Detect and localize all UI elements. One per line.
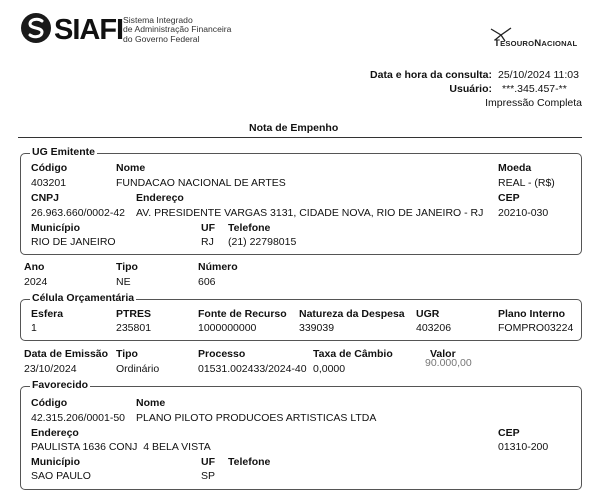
celula-esfera-value: 1 bbox=[31, 322, 37, 334]
ug-cnpj-value: 26.963.660/0002-42 bbox=[31, 207, 126, 219]
fav-codigo-value: 42.315.206/0001-50 bbox=[31, 412, 126, 424]
favorecido-legend: Favorecido bbox=[32, 379, 89, 391]
ug-cep-value: 20210-030 bbox=[498, 207, 549, 219]
empenho-numero-label: Número bbox=[198, 261, 238, 273]
ug-municipio-label: Município bbox=[31, 222, 80, 234]
siafi-logo-subtitle: Sistema Integrado de Administração Financeira do Governo Federal bbox=[123, 15, 232, 44]
celula-orcamentaria-legend: Célula Orçamentária bbox=[32, 292, 135, 304]
emissao-data-value: 23/10/2024 bbox=[24, 363, 77, 375]
fav-uf-value: SP bbox=[201, 470, 216, 482]
celula-ptres-value: 235801 bbox=[116, 322, 152, 334]
consult-datetime-label: Data e hora da consulta: bbox=[370, 69, 492, 81]
ug-telefone-label: Telefone bbox=[228, 222, 271, 234]
user-label: Usuário: bbox=[449, 83, 492, 95]
title-divider bbox=[18, 137, 582, 138]
user-value: ***.345.457-** bbox=[502, 83, 567, 95]
ug-telefone-value: (21) 22798015 bbox=[228, 236, 297, 248]
celula-orcamentaria-box bbox=[20, 299, 582, 341]
fav-endereco-label: Endereço bbox=[31, 427, 79, 439]
fav-codigo-label: Código bbox=[31, 397, 68, 409]
fav-endereco-value: PAULISTA 1636 CONJ 4 BELA VISTA bbox=[31, 441, 211, 453]
empenho-ano-value: 2024 bbox=[24, 276, 48, 288]
siafi-logo-icon bbox=[20, 12, 52, 44]
empenho-ano-label: Ano bbox=[24, 261, 45, 273]
celula-esfera-label: Esfera bbox=[31, 308, 64, 320]
fav-municipio-value: SAO PAULO bbox=[31, 470, 91, 482]
celula-ptres-label: PTRES bbox=[116, 308, 152, 320]
ug-nome-value: FUNDACAO NACIONAL DE ARTES bbox=[116, 177, 286, 189]
celula-plano-label: Plano Interno bbox=[498, 308, 566, 320]
fav-telefone-label: Telefone bbox=[228, 456, 271, 468]
fav-nome-label: Nome bbox=[136, 397, 166, 409]
celula-natureza-label: Natureza da Despesa bbox=[299, 308, 405, 320]
ug-emitente-legend: UG Emitente bbox=[32, 146, 96, 158]
emissao-taxa-label: Taxa de Câmbio bbox=[313, 348, 393, 360]
emissao-processo-value: 01531.002433/2024-40 bbox=[198, 363, 307, 375]
fav-uf-label: UF bbox=[201, 456, 215, 468]
siafi-logo-word: SIAFI bbox=[54, 14, 124, 46]
ug-municipio-value: RIO DE JANEIRO bbox=[31, 236, 116, 248]
emissao-tipo-value: Ordinário bbox=[116, 363, 160, 375]
empenho-tipo-label: Tipo bbox=[116, 261, 138, 273]
emissao-tipo-label: Tipo bbox=[116, 348, 138, 360]
consult-datetime-value: 25/10/2024 11:03 bbox=[498, 69, 579, 81]
fav-nome-value: PLANO PILOTO PRODUCOES ARTISTICAS LTDA bbox=[136, 412, 377, 424]
ug-uf-label: UF bbox=[201, 222, 215, 234]
emissao-valor-value-clipped: 90.000,00 bbox=[425, 357, 472, 369]
ug-cep-label: CEP bbox=[498, 192, 520, 204]
celula-fonte-label: Fonte de Recurso bbox=[198, 308, 287, 320]
empenho-tipo-value: NE bbox=[116, 276, 131, 288]
ug-endereco-label: Endereço bbox=[136, 192, 184, 204]
celula-natureza-value: 339039 bbox=[299, 322, 335, 334]
emissao-taxa-value: 0,0000 bbox=[313, 363, 346, 375]
emissao-valor-label: Valor bbox=[430, 348, 456, 360]
fav-cep-value: 01310-200 bbox=[498, 441, 549, 453]
emissao-processo-label: Processo bbox=[198, 348, 246, 360]
doc-title: Nota de Empenho bbox=[249, 122, 339, 134]
ug-endereco-value: AV. PRESIDENTE VARGAS 3131, CIDADE NOVA, RIO DE JANEIRO - RJ bbox=[136, 207, 484, 219]
ug-codigo-value: 403201 bbox=[31, 177, 67, 189]
ug-uf-value: RJ bbox=[201, 236, 214, 248]
ug-moeda-value: REAL - (R$) bbox=[498, 177, 555, 189]
fav-municipio-label: Município bbox=[31, 456, 80, 468]
ug-cnpj-label: CNPJ bbox=[31, 192, 60, 204]
ug-moeda-label: Moeda bbox=[498, 162, 532, 174]
fav-cep-label: CEP bbox=[498, 427, 520, 439]
empenho-numero-value: 606 bbox=[198, 276, 216, 288]
celula-plano-value: FOMPRO03224 bbox=[498, 322, 574, 334]
ug-codigo-label: Código bbox=[31, 162, 68, 174]
print-mode: Impressão Completa bbox=[485, 97, 582, 109]
celula-ugr-label: UGR bbox=[416, 308, 440, 320]
ug-nome-label: Nome bbox=[116, 162, 146, 174]
celula-ugr-value: 403206 bbox=[416, 322, 452, 334]
celula-fonte-value: 1000000000 bbox=[198, 322, 257, 334]
tesouro-nacional-logo: TESOURONACIONAL bbox=[494, 38, 578, 49]
emissao-data-label: Data de Emissão bbox=[24, 348, 109, 360]
